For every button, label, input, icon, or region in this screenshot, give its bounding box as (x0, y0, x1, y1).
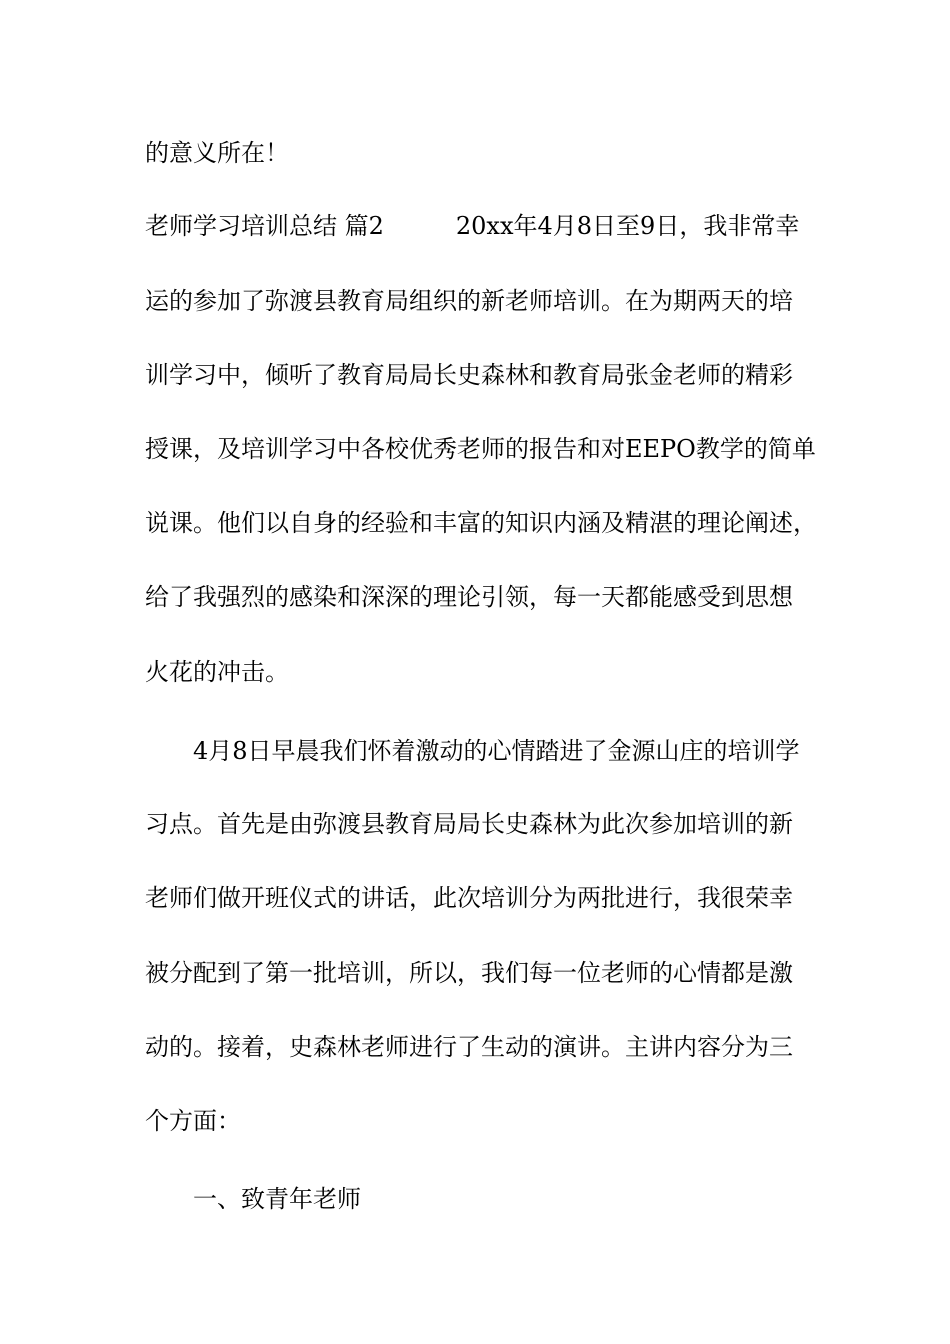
text-line: 老师们做开班仪式的讲话，此次培训分为两批进行，我很荣幸 (145, 884, 793, 912)
text-line: 说课。他们以自身的经验和丰富的知识内涵及精湛的理论阐述， (145, 509, 817, 537)
text-line: 训学习中，倾听了教育局局长史森林和教育局张金老师的精彩 (145, 361, 793, 389)
text-line: 个方面： (145, 1107, 241, 1135)
text-line: 运的参加了弥渡县教育局组织的新老师培训。在为期两天的培 (145, 287, 793, 315)
text-line: 授课，及培训学习中各校优秀老师的报告和对EEPO教学的简单 (145, 435, 816, 463)
text-line: 动的。接着，史森林老师进行了生动的演讲。主讲内容分为三 (145, 1033, 793, 1061)
text-line: 火花的冲击。 (145, 658, 289, 686)
text-line: 老师学习培训总结 篇2 20xx年4月8日至9日，我非常幸 (145, 212, 800, 240)
text-line: 习点。首先是由弥渡县教育局局长史森林为此次参加培训的新 (145, 810, 793, 838)
text-line: 给了我强烈的感染和深深的理论引领，每一天都能感受到思想 (145, 583, 793, 611)
text-line: 的意义所在！ (145, 139, 289, 167)
text-line: 一、致青年老师 (145, 1185, 361, 1213)
text-line: 4月8日早晨我们怀着激动的心情踏进了金源山庄的培训学 (145, 737, 800, 765)
text-line: 被分配到了第一批培训，所以，我们每一位老师的心情都是激 (145, 959, 793, 987)
